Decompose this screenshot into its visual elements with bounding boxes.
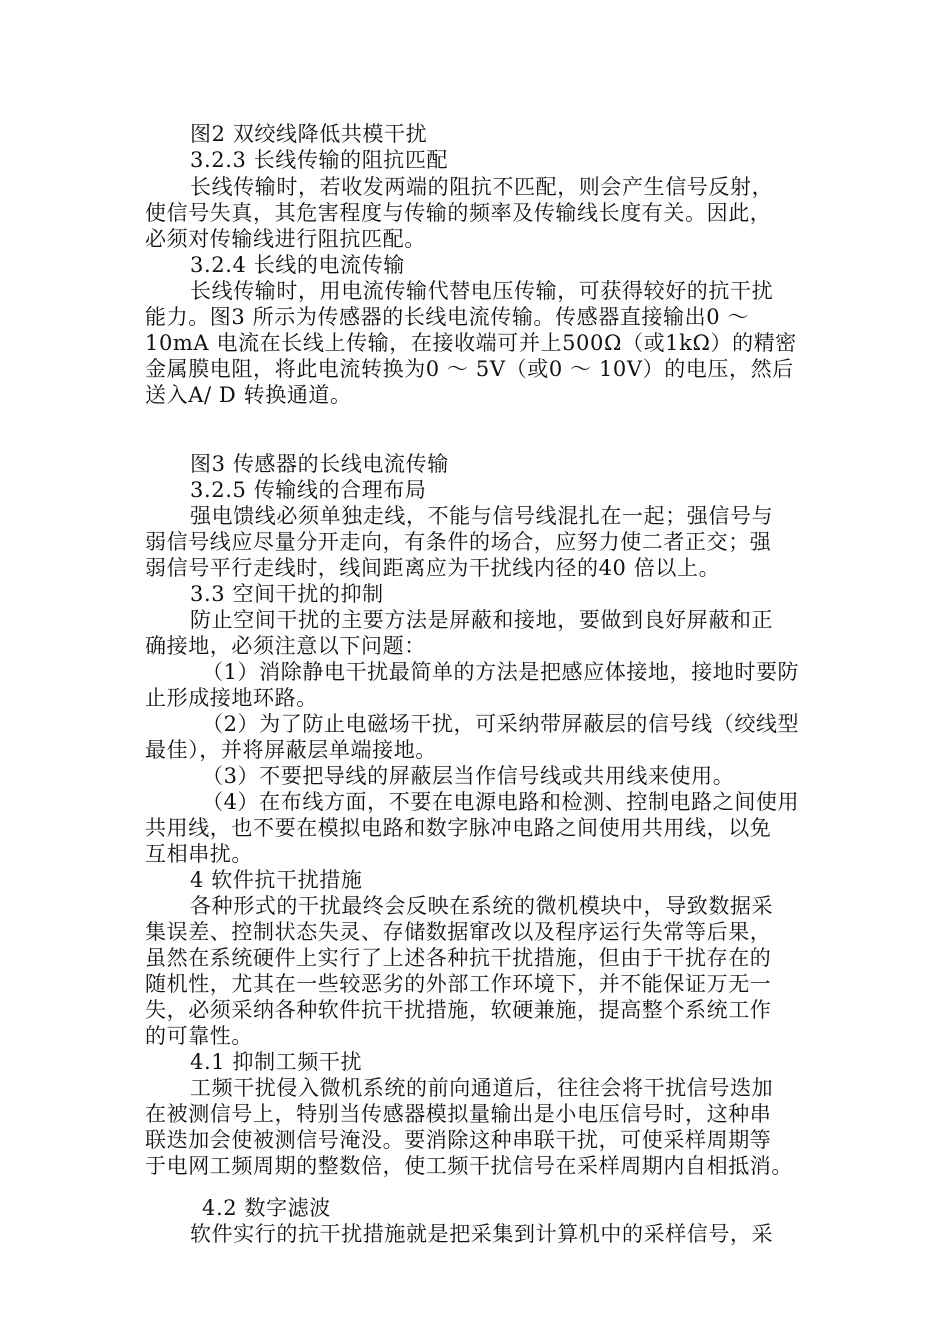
list-item-1: （1）消除静电干扰最简单的方法是把感应体接地，接地时要防 (202, 660, 800, 684)
list-item-2: （2）为了防止电磁场干扰，可采纳带屏蔽层的信号线（绞线型 (202, 712, 800, 736)
paragraph-line: 联迭加会使被测信号淹没。要消除这种串联干扰，可使采样周期等 (145, 1128, 772, 1152)
paragraph-line: 最佳），并将屏蔽层单端接地。 (145, 738, 437, 762)
heading-3-3: 3.3 空间干扰的抑制 (190, 582, 384, 606)
paragraph-line: 虽然在系统硬件上实行了上述各种抗干扰措施，但由于干扰存在的 (145, 946, 772, 970)
paragraph-line: 金属膜电阻，将此电流转换为0 ～ 5V（或0 ～ 10V）的电压，然后 (145, 357, 794, 381)
heading-4: 4 软件抗干扰措施 (190, 868, 363, 892)
paragraph-line: 长线传输时，用电流传输代替电压传输，可获得较好的抗干扰 (190, 279, 774, 303)
paragraph-line: 确接地，必须注意以下问题： (145, 634, 426, 658)
paragraph-line: 止形成接地环路。 (145, 686, 318, 710)
heading-4-1: 4.1 抑制工频干扰 (190, 1050, 363, 1074)
paragraph-line: 失，必须采纳各种软件抗干扰措施，软硬兼施，提高整个系统工作 (145, 998, 772, 1022)
paragraph-line: 弱信号线应尽量分开走向，有条件的场合，应努力使二者正交；强 (145, 530, 772, 554)
paragraph-line: 使信号失真，其危害程度与传输的频率及传输线长度有关。因此， (145, 201, 772, 225)
paragraph-line: 在被测信号上，特别当传感器模拟量输出是小电压信号时，这种串 (145, 1102, 772, 1126)
paragraph-line: 软件实行的抗干扰措施就是把采集到计算机中的采样信号，采 (190, 1222, 774, 1246)
heading-4-2: 4.2 数字滤波 (202, 1196, 331, 1220)
paragraph-line: 共用线，也不要在模拟电路和数字脉冲电路之间使用共用线，以免 (145, 816, 772, 840)
list-item-4: （4）在布线方面，不要在电源电路和检测、控制电路之间使用 (202, 790, 800, 814)
paragraph-line: 长线传输时，若收发两端的阻抗不匹配，则会产生信号反射， (190, 175, 774, 199)
paragraph-line: 强电馈线必须单独走线，不能与信号线混扎在一起；强信号与 (190, 504, 774, 528)
list-item-3: （3）不要把导线的屏蔽层当作信号线或共用线来使用。 (202, 764, 735, 788)
paragraph-line: 于电网工频周期的整数倍，使工频干扰信号在采样周期内自相抵消。 (145, 1154, 793, 1178)
figure-caption-3: 图3 传感器的长线电流传输 (190, 452, 449, 476)
paragraph-line: 10mA 电流在长线上传输，在接收端可并上500Ω（或1kΩ）的精密 (145, 331, 797, 355)
heading-3-2-5: 3.2.5 传输线的合理布局 (190, 478, 427, 502)
paragraph-line: 防止空间干扰的主要方法是屏蔽和接地，要做到良好屏蔽和正 (190, 608, 774, 632)
figure-caption-2: 图2 双绞线降低共模干扰 (190, 122, 428, 146)
paragraph-line: 的可靠性。 (145, 1024, 253, 1048)
paragraph-line: 工频干扰侵入微机系统的前向通道后，往往会将干扰信号迭加 (190, 1076, 774, 1100)
paragraph-line: 能力。图3 所示为传感器的长线电流传输。传感器直接输出0 ～ (145, 305, 750, 329)
paragraph-line: 集误差、控制状态失灵、存储数据窜改以及程序运行失常等后果， (145, 920, 772, 944)
paragraph-line: 弱信号平行走线时，线间距离应为干扰线内径的40 倍以上。 (145, 556, 721, 580)
heading-3-2-4: 3.2.4 长线的电流传输 (190, 253, 405, 277)
paragraph-line: 送入A/ D 转换通道。 (145, 383, 352, 407)
paragraph-line: 各种形式的干扰最终会反映在系统的微机模块中，导致数据采 (190, 894, 774, 918)
paragraph-line: 必须对传输线进行阻抗匹配。 (145, 227, 426, 251)
paragraph-line: 随机性，尤其在一些较恶劣的外部工作环境下，并不能保证万无一 (145, 972, 772, 996)
paragraph-line: 互相串扰。 (145, 842, 253, 866)
heading-3-2-3: 3.2.3 长线传输的阻抗匹配 (190, 148, 449, 172)
